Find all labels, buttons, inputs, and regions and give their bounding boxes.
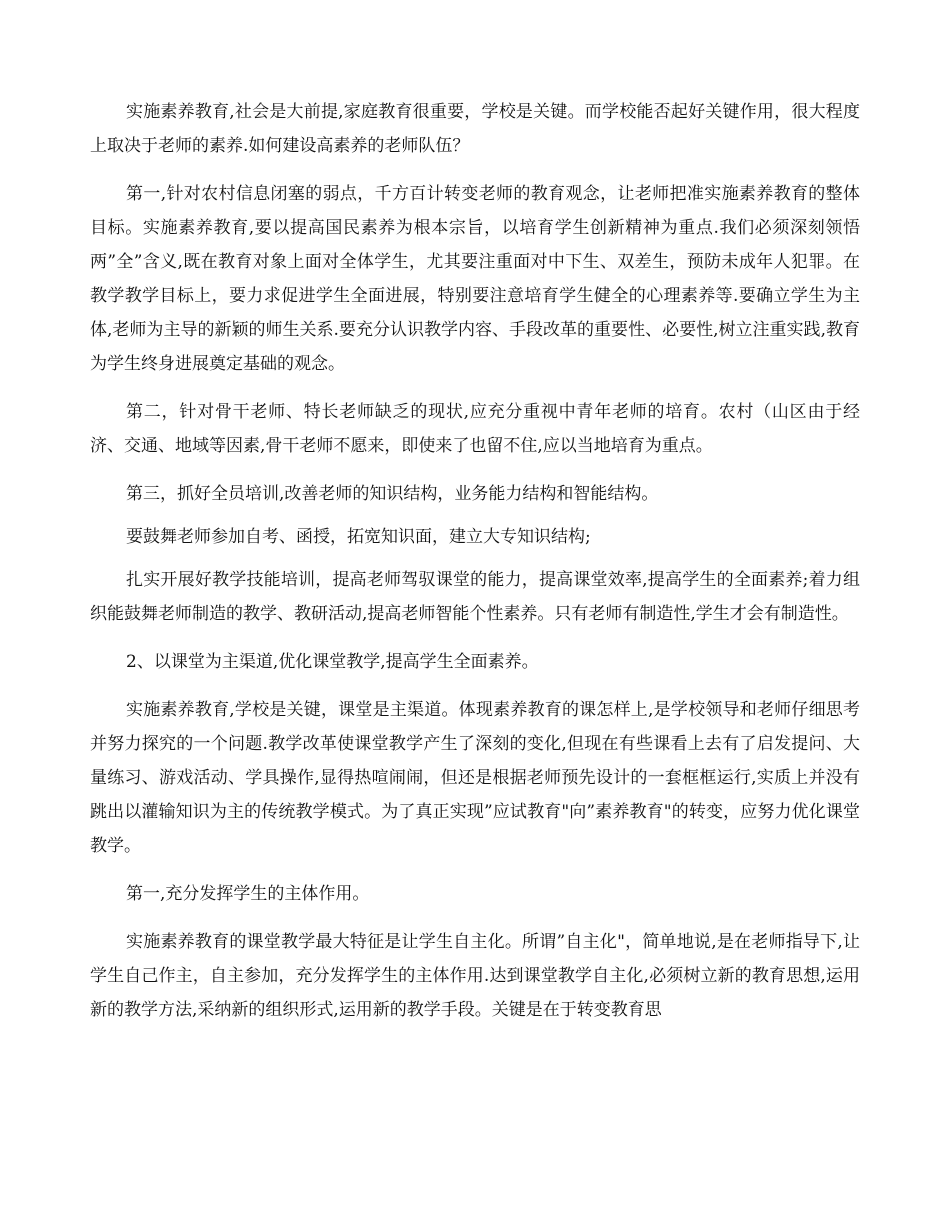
paragraph-8: 实施素养教育,学校是关键，课堂是主渠道。体现素养教育的课怎样上,是学校领导和老师仔细思考并努力探究的一个问题.教学改革使课堂教学产生了深刻的变化,但现在有些课看上去有了启发提问、大量练习、游戏活动、学具操作,显得热喧闹闹，但还是根据老师预先设计的一套框框运行,实质上并没有跳出以灌输知识为主的传统教学模式。为了真正实现”应试教育"向”素养教育"的转变，应努力优化课堂教学。 — [90, 700, 860, 856]
paragraph-1: 实施素养教育,社会是大前提,家庭教育很重要，学校是关键。而学校能否起好关键作用，很大程度上取决于老师的素养.如何建设高素养的老师队伍？ — [90, 102, 860, 156]
paragraph-6: 扎实开展好教学技能培训，提高老师驾驭课堂的能力，提高课堂效率,提高学生的全面素养;着力组织能鼓舞老师制造的教学、教研活动,提高老师智能个性素养。只有老师有制造性,学生才会有制造性。 — [90, 570, 860, 624]
paragraph-4: 第三，抓好全员培训,改善老师的知识结构，业务能力结构和智能结构。 — [126, 484, 659, 504]
paragraph-2: 第一,针对农村信息闭塞的弱点，千方百计转变老师的教育观念，让老师把准实施素养教育的整体目标。实施素养教育,要以提高国民素养为根本宗旨，以培育学生创新精神为重点.我们必须深刻领悟两”全”含义,既在教育对象上面对全体学生，尤其要注重面对中下生、双差生，预防未成年人犯罪。在教学教学目标上，要力求促进学生全面进展，特别要注意培育学生健全的心理素养等.要确立学生为主体,老师为主导的新颖的师生关系.要充分认识教学内容、手段改革的重要性、必要性,树立注重实践,教育为学生终身进展奠定基础的观念。 — [90, 184, 860, 374]
paragraph-10: 实施素养教育的课堂教学最大特征是让学生自主化。所谓”自主化"，简单地说,是在老师指导下,让学生自己作主，自主参加，充分发挥学生的主体作用.达到课堂教学自主化,必须树立新的教育思想,运用新的教学方法,采纳新的组织形式,运用新的教学手段。关键是在于转变教育思 — [90, 932, 860, 1020]
paragraph-3: 第二，针对骨干老师、特长老师缺乏的现状,应充分重视中青年老师的培育。农村（山区由于经济、交通、地域等因素,骨干老师不愿来，即使来了也留不住,应以当地培育为重点。 — [90, 402, 860, 456]
paragraph-5: 要鼓舞老师参加自考、函授，拓宽知识面，建立大专知识结构; — [126, 527, 591, 547]
subsection-heading: 第一,充分发挥学生的主体作用。 — [126, 884, 370, 904]
section-heading-2: 2、以课堂为主渠道,优化课堂教学,提高学生全面素养。 — [126, 652, 539, 672]
